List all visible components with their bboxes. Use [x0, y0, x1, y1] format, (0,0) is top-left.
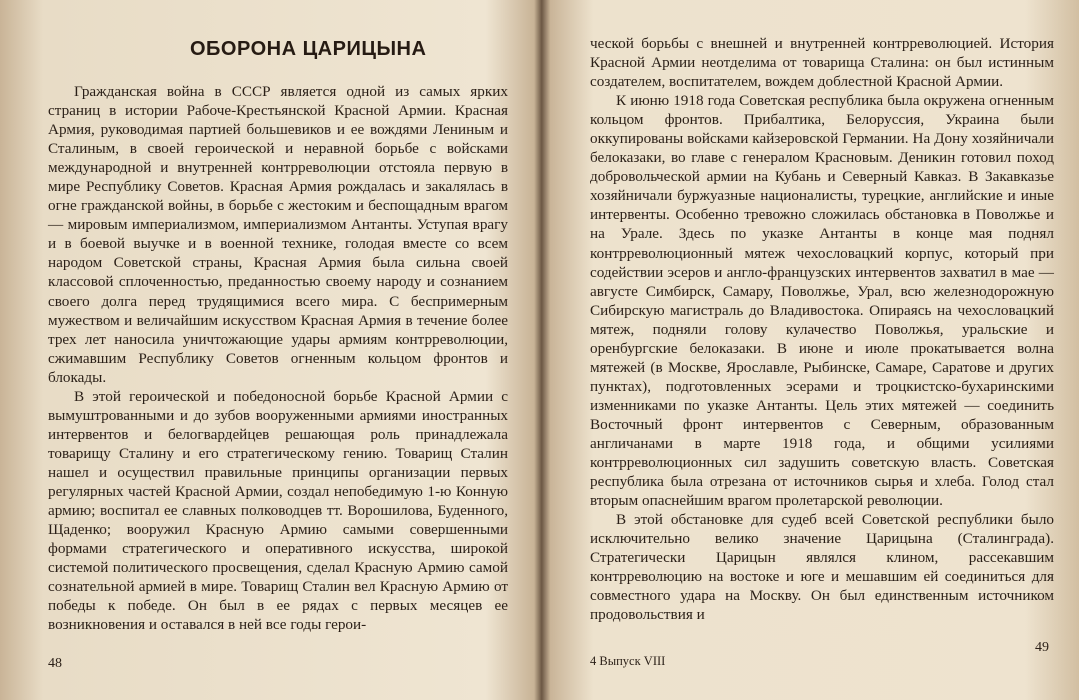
paragraph: В этой обстановке для судеб всей Советской республики было исключительно велико значение Царицына (Сталинграда). Стратегически Царицын являлся клином, рассекавшим контрреволюцию на востоке и юге и мешавшим ей соединиться для совместного удара на Москву. Он был единственным источником продовольствия и [590, 511, 1054, 624]
signature-mark: 4 Выпуск VIII [590, 654, 666, 668]
page-number-right: 49 [1035, 640, 1049, 655]
right-page [540, 0, 1079, 700]
paragraph: ческой борьбы с внешней и внутренней контрреволюцией. История Красной Армии неотделима от товарища Сталина: он был истинным создателем, воспитателем, вождем доблестной Красной Армии. [590, 35, 1054, 91]
chapter-title: ОБОРОНА ЦАРИЦЫНА [190, 38, 427, 60]
paragraph: Гражданская война в СССР является одной из самых ярких страниц в истории Рабоче-Крестьянской Красной Армии. Красная Армия, руководимая партией большевиков и ее вождями Лениным и Сталиным, в своей героической и неравной борьбе с войсками международной и внутренней контрреволюции отстояла первую в мире Республику Советов. Красная Армия рождалась и закалялась в огне гражданской войны, в борьбе с жестоким и беспощадным врагом — мировым империализмом, империализмом Антанты. Уступая врагу и в боевой выучке и в военной технике, голодая вместе со всем народом Советской страны, Красная Армия была сильна своей классовой сплоченностью, преданностью своему народу и сознанием своего долга перед трудящимися всего мира. С беспримерным мужеством и величайшим искусством Красная Армия в течение более трех лет наносила уничтожающие удары армиям контрреволюции, сжимавшим Республику Советов огненным кольцом фронтов и блокады. [48, 83, 508, 386]
right-text-column [590, 34, 1054, 624]
paragraph: В этой героической и победоносной борьбе Красной Армии с вымуштрованными и до зубов вооруженными армиями иностранных интервентов и белогвардейцев решающая роль принадлежала товарищу Сталину и его стратегическому гению. Товарищ Сталин нашел и осуществил правильные принципы организации первых регулярных частей Красной Армии, создал непобедимую 1-ю Конную армию; воспитал ее славных полководцев тт. Ворошилова, Буденного, Щаденко; вооружил Красную Армию самыми совершенными формами стратегического и оперативного искусства, широкой системой политического просвещения, сделал Красную Армию самой сознательной армией в мире. Товарищ Сталин вел Красную Армию от победы к победе. Он был в ее рядах с первых месяцев ее возникновения и оставался в ней все годы герои- [48, 387, 508, 634]
left-text-column [48, 82, 508, 634]
page-number-left: 48 [48, 656, 62, 671]
paragraph: К июню 1918 года Советская республика была окружена огненным кольцом фронтов. Прибалтика, Белоруссия, Украина были оккупированы войсками кайзеровской Германии. На Дону хозяйничали белоказаки, во главе с генералом Красновым. Деникин готовил поход добровольческой армии на Кубань и Северный Кавказ. В Закавказье хозяйничали буржуазные националисты, турецкие, английские и иные интервенты. Особенно тревожно сложилась обстановка в Поволжье и на Урале. Здесь по указке Антанты в конце мая поднял контрреволюционный мятеж чехословацкий корпус, который при содействии эсеров и англо-французских интервентов захватил в мае — августе Симбирск, Самару, Поволжье, Урал, всю железнодорожную Сибирскую магистраль до Владивостока. Опираясь на чехословацкий мятеж, подняли голову кулачество Поволжья, уральские и оренбургские белоказаки. В июне и июле прокатывается волна мятежей (в Москве, Ярославле, Рыбинске, Самаре, Саратове и других пунктах), подготовленных эсерами и троцкистско-бухаринскими изменниками по указке Антанты. Цель этих мятежей — соединить Восточный фронт интервентов с Северным, образованным англичанами в марте 1918 года, и общими усилиями контрреволюционных сил задушить советскую власть. Советская республика была отрезана от источников сырья и хлеба. Голод стал вторым опаснейшим врагом пролетарской революции. [590, 92, 1054, 510]
